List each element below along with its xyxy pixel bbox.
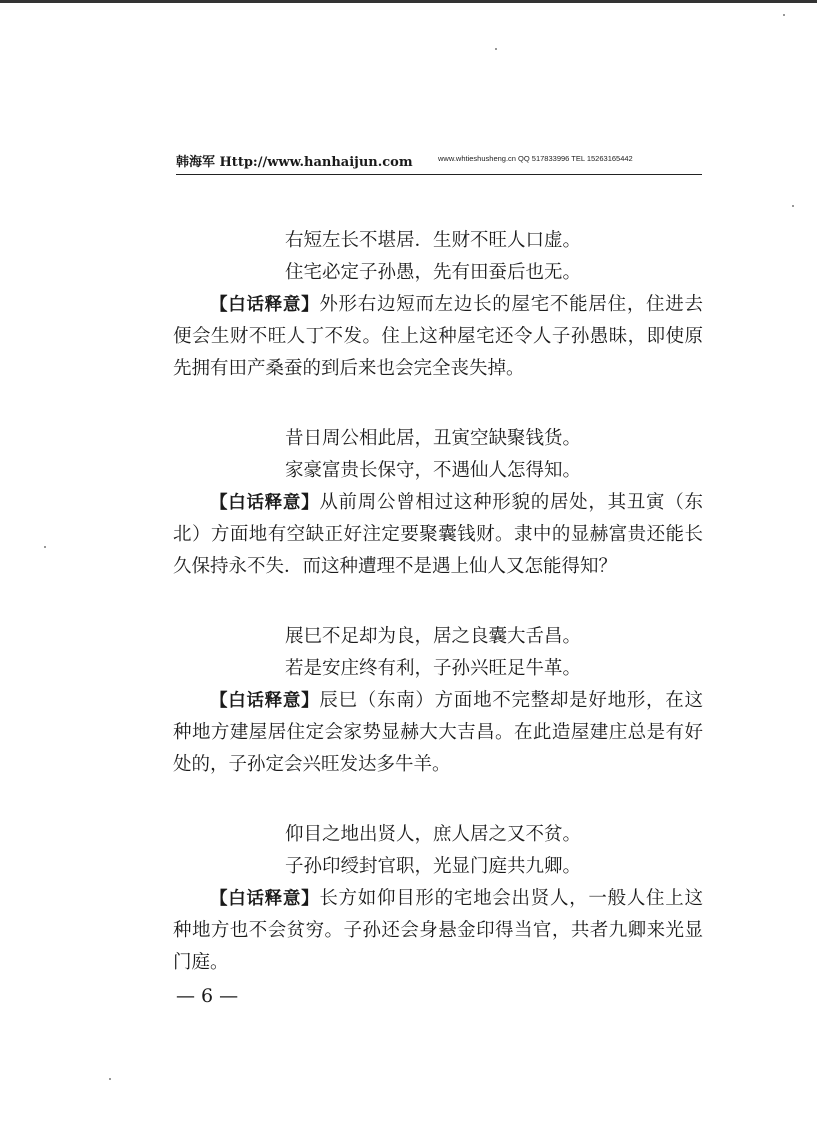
section-4 xyxy=(173,819,703,979)
section-1 xyxy=(173,225,703,385)
verse-line: 仰目之地出贤人，庶人居之又不贫。 xyxy=(285,824,582,845)
section-3 xyxy=(173,621,703,781)
verse-line: 家豪富贵长保守，不遇仙人怎得知。 xyxy=(285,460,582,481)
explanation-text: 辰巳（东南）方面地不完整却是好地形，在这种地方建屋居住定会家势显赫大大吉昌。在此造屋建庄总是有好处的，子孙定会兴旺发达多牛羊。 xyxy=(173,690,703,775)
verse-line: 子孙印绶封官职，光显门庭共九卿。 xyxy=(285,856,582,877)
explanation-paragraph xyxy=(173,685,703,781)
explanation-text: 长方如仰目形的宅地会出贤人，一般人住上这种地方也不会贫穷。子孙还会身悬金印得当官，共者九卿来光显门庭。 xyxy=(173,888,703,973)
header-author-site: 韩海军 Http://www.hanhaijun.com xyxy=(176,155,413,170)
header-contact: www.whtieshusheng.cn QQ 517833996 TEL 15263165442 xyxy=(438,154,633,163)
explanation-tag: 【白话释意】 xyxy=(210,493,320,513)
page-number: — 6 — xyxy=(176,985,239,1007)
explanation-paragraph xyxy=(173,883,703,979)
page-header xyxy=(176,151,702,173)
scan-speck xyxy=(792,205,794,207)
explanation-text: 从前周公曾相过这种形貌的居处，其丑寅（东北）方面地有空缺正好注定要聚囊钱财。隶中的显赫富贵还能长久保持永不失．而这种遭理不是遇上仙人又怎能得知？ xyxy=(173,492,703,577)
page-body xyxy=(173,225,703,979)
explanation-paragraph xyxy=(173,289,703,385)
scan-speck xyxy=(495,48,497,50)
verse-line: 若是安庄终有利，子孙兴旺足牛革。 xyxy=(285,658,582,679)
verse-line: 住宅必定子孙愚，先有田蚕后也无。 xyxy=(285,262,582,283)
header-rule xyxy=(176,174,702,175)
verse-line: 昔日周公相此居，丑寅空缺聚钱货。 xyxy=(285,428,582,449)
section-2 xyxy=(173,423,703,583)
verse-line: 展巳不足却为良，居之良囊大舌昌。 xyxy=(285,626,582,647)
explanation-tag: 【白话释意】 xyxy=(210,295,320,315)
scan-speck xyxy=(783,14,785,16)
section-gap xyxy=(173,583,703,621)
section-gap xyxy=(173,781,703,819)
verse-line: 右短左长不堪居．生财不旺人口虚。 xyxy=(285,230,582,251)
explanation-tag: 【白话释意】 xyxy=(210,889,320,909)
explanation-text: 外形右边短而左边长的屋宅不能居住，住进去便会生财不旺人丁不发。住上这种屋宅还令人子孙愚昧，即使原先拥有田产桑蚕的到后来也会完全丧失掉。 xyxy=(173,294,703,379)
section-gap xyxy=(173,385,703,423)
explanation-tag: 【白话释意】 xyxy=(210,691,320,711)
scan-speck xyxy=(44,546,46,548)
explanation-paragraph xyxy=(173,487,703,583)
scan-speck xyxy=(109,1078,111,1080)
scan-edge xyxy=(0,0,817,3)
